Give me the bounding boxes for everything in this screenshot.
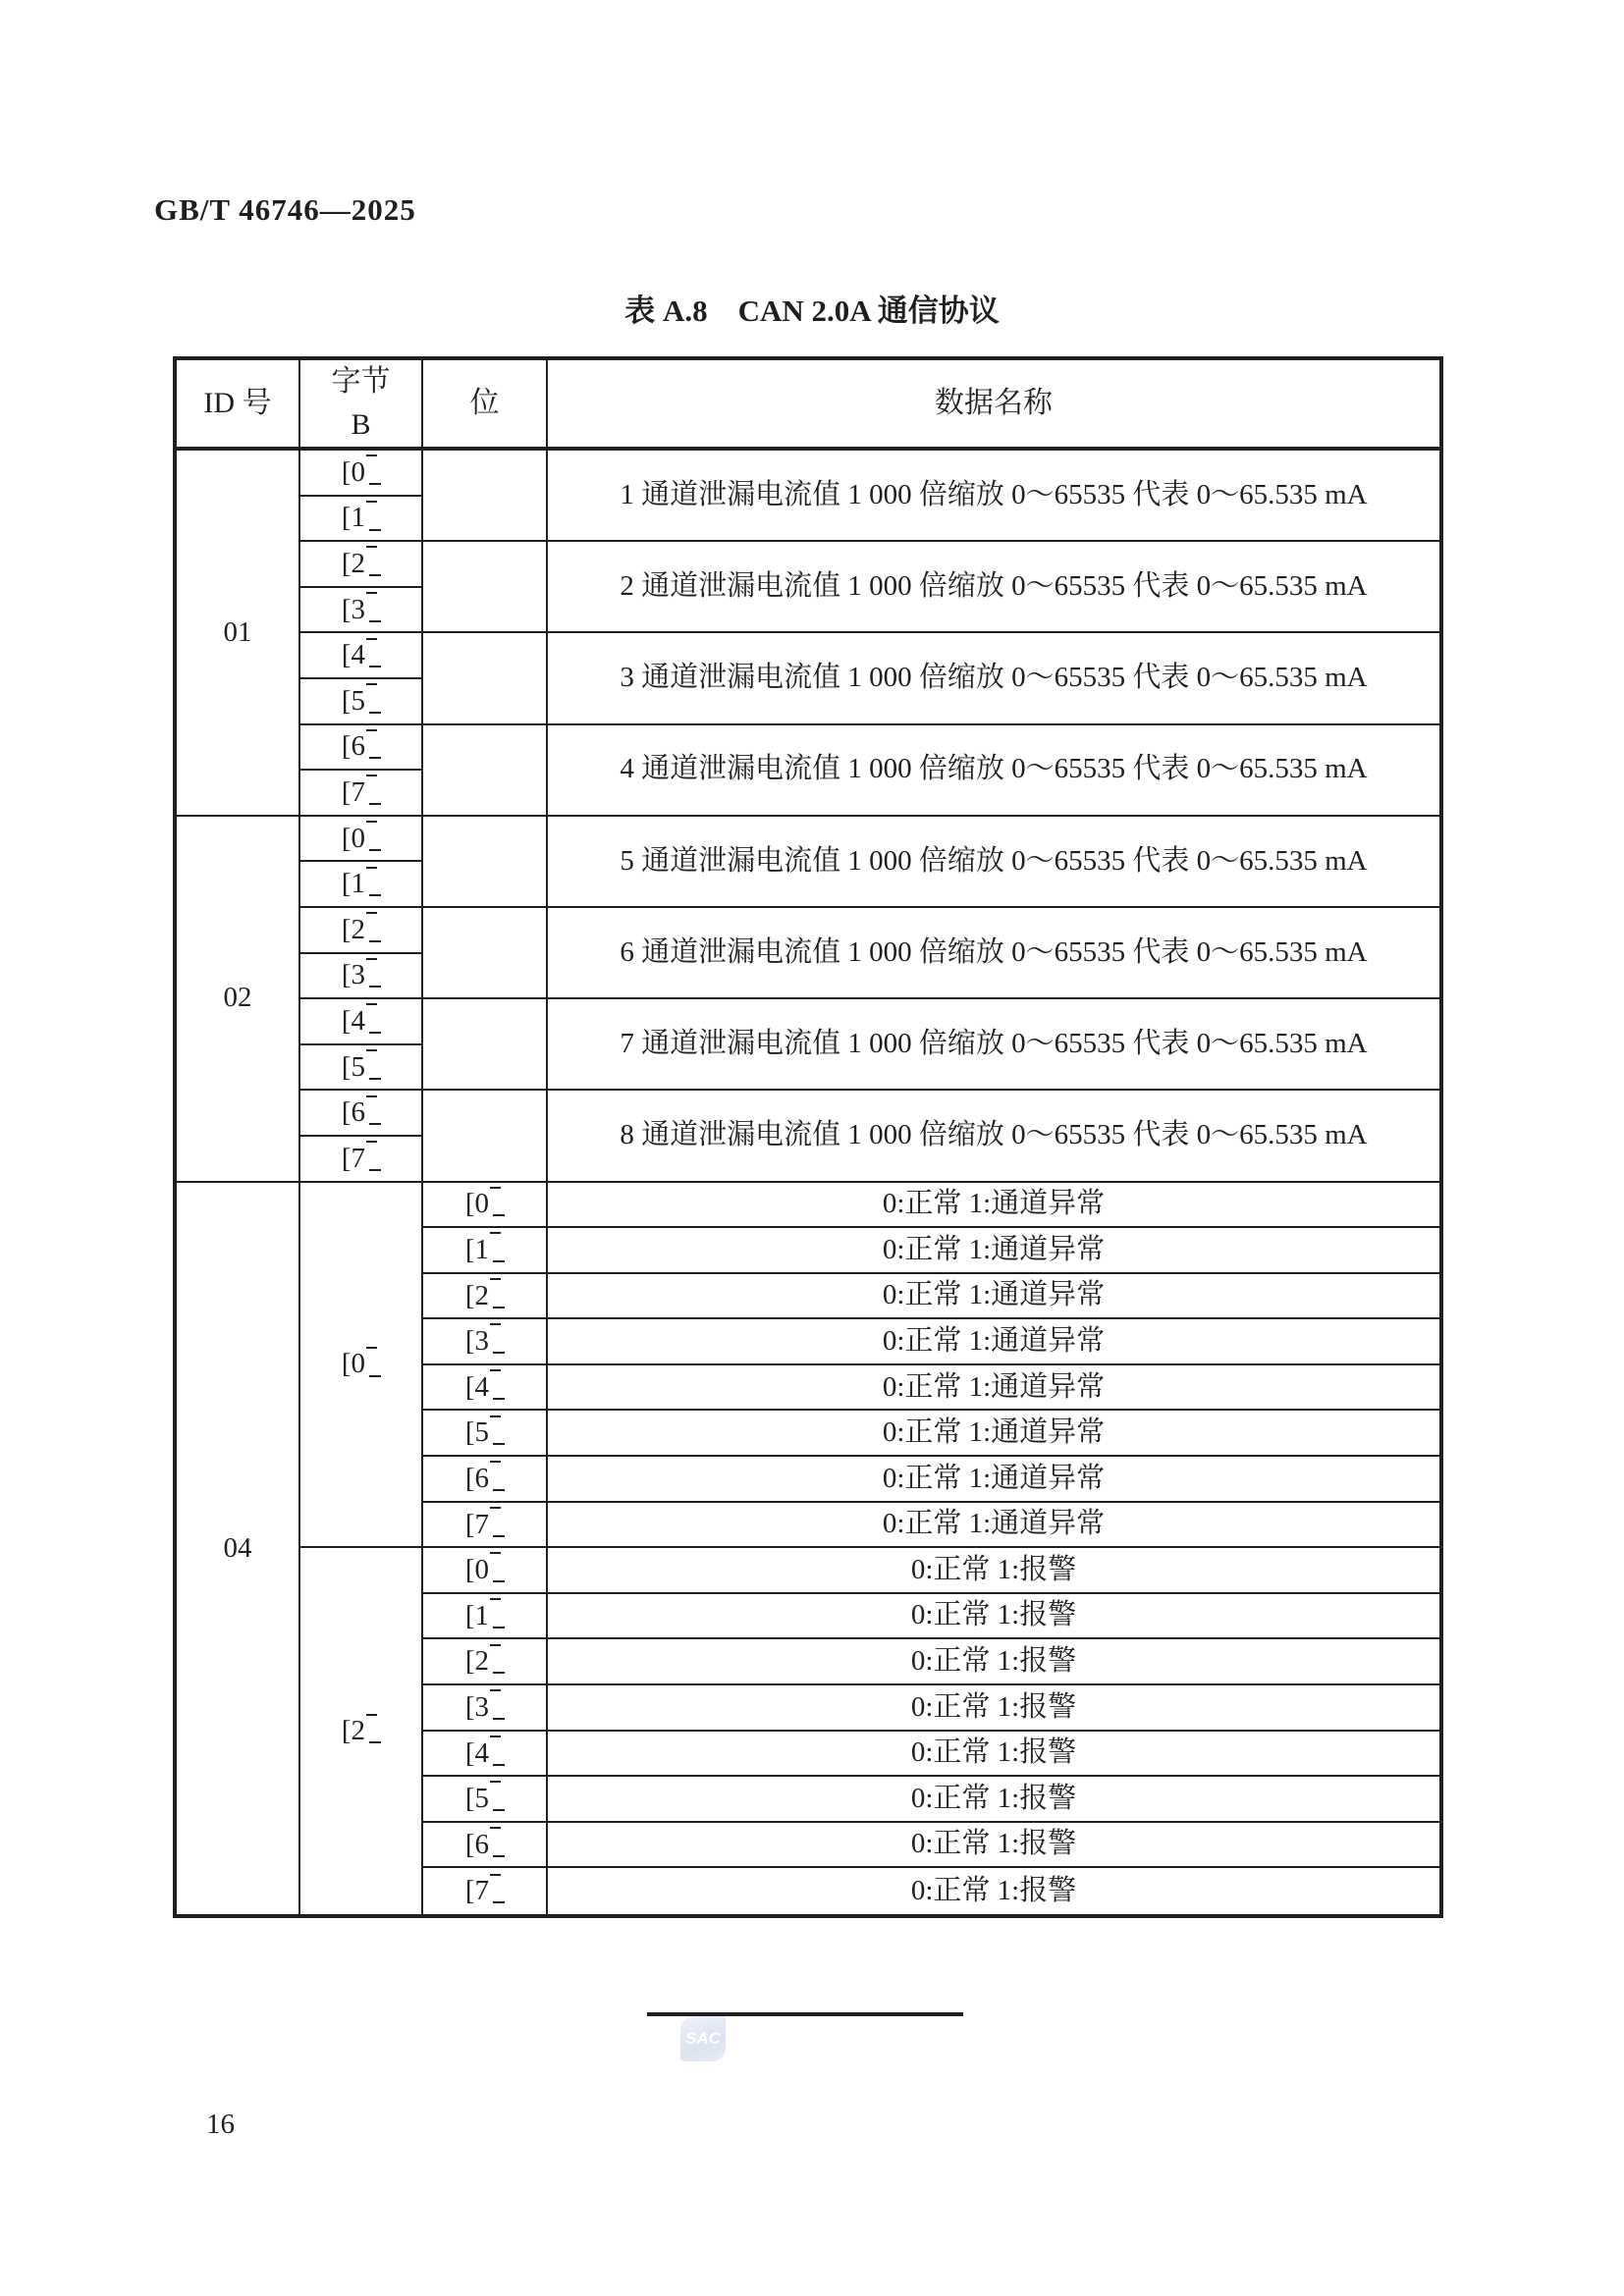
data-cell: 0:正常 1:通道异常 (548, 1503, 1439, 1549)
index-digit: 3 (474, 1690, 490, 1723)
data-cell: 0:正常 1:报警 (548, 1548, 1439, 1594)
left-bracket: [ (341, 868, 352, 900)
data-cell: 0:正常 1:报警 (548, 1594, 1439, 1640)
byte-cell (300, 908, 423, 954)
broken-right-bracket (489, 1783, 504, 1808)
protocol-table (173, 356, 1443, 1918)
bit-cell (423, 1228, 548, 1274)
broken-right-bracket (489, 1554, 504, 1579)
bit-cell (423, 1411, 548, 1457)
standard-number: GB/T 46746—2025 (154, 192, 416, 227)
broken-right-bracket (365, 1050, 380, 1076)
data-cell: 1 通道泄漏电流值 1 000 倍缩放 0～65535 代表 0～65.535 mA (548, 451, 1439, 542)
broken-right-bracket (365, 593, 380, 618)
left-bracket: [ (464, 1279, 475, 1311)
broken-right-bracket (489, 1416, 504, 1442)
left-bracket: [ (464, 1875, 475, 1907)
broken-right-bracket (489, 1508, 504, 1533)
byte-cell (300, 633, 423, 679)
broken-right-bracket (489, 1875, 504, 1900)
broken-right-bracket (489, 1325, 504, 1351)
left-bracket: [ (464, 1462, 475, 1494)
bit-cell (423, 1639, 548, 1685)
broken-right-bracket (365, 684, 380, 710)
left-bracket: [ (341, 684, 352, 717)
broken-right-bracket (365, 1348, 380, 1373)
byte-cell (300, 1548, 423, 1914)
data-cell: 6 通道泄漏电流值 1 000 倍缩放 0～65535 代表 0～65.535 mA (548, 908, 1439, 999)
left-bracket: [ (464, 1370, 475, 1403)
data-cell: 5 通道泄漏电流值 1 000 倍缩放 0～65535 代表 0～65.535 mA (548, 817, 1439, 908)
index-digit: 3 (474, 1325, 490, 1358)
left-bracket: [ (464, 1828, 475, 1860)
bit-cell (423, 1365, 548, 1412)
broken-right-bracket (489, 1188, 504, 1213)
left-bracket: [ (341, 639, 352, 671)
index-digit: 0 (474, 1188, 490, 1220)
byte-cell (300, 1091, 423, 1137)
header-id-cell: ID 号 (177, 360, 300, 451)
left-bracket: [ (341, 1050, 352, 1083)
broken-right-bracket (365, 1096, 380, 1122)
left-bracket: [ (341, 502, 352, 534)
broken-right-bracket (365, 548, 380, 573)
broken-right-bracket (365, 730, 380, 756)
bit-cell-empty (423, 999, 548, 1091)
broken-right-bracket (489, 1690, 504, 1716)
index-digit: 5 (474, 1416, 490, 1449)
header-byte-cell (300, 360, 423, 451)
left-bracket: [ (464, 1325, 475, 1358)
bit-cell-empty (423, 633, 548, 724)
index-digit: 0 (351, 822, 366, 854)
data-cell: 0:正常 1:通道异常 (548, 1183, 1439, 1229)
broken-right-bracket (489, 1233, 504, 1258)
id-cell-04: 04 (177, 1183, 300, 1915)
left-bracket: [ (341, 593, 352, 625)
byte-cell (300, 817, 423, 863)
byte-cell (300, 1137, 423, 1183)
data-cell: 0:正常 1:报警 (910, 1875, 1077, 1907)
data-cell: 0:正常 1:通道异常 (548, 1228, 1439, 1274)
data-cell: 3 通道泄漏电流值 1 000 倍缩放 0～65535 代表 0～65.535 mA (548, 633, 1439, 724)
bit-cell (423, 1777, 548, 1823)
bit-cell-empty (423, 451, 548, 542)
left-bracket: [ (341, 455, 352, 488)
left-bracket: [ (341, 730, 352, 763)
left-bracket: [ (341, 822, 352, 854)
broken-right-bracket (365, 1004, 380, 1030)
index-digit: 4 (474, 1370, 490, 1403)
index-digit: 0 (474, 1554, 490, 1586)
left-bracket: [ (341, 913, 352, 945)
left-bracket: [ (341, 1096, 352, 1129)
data-cell: 8 通道泄漏电流值 1 000 倍缩放 0～65535 代表 0～65.535 mA (548, 1091, 1439, 1182)
left-bracket: [ (464, 1233, 475, 1265)
header-byte-line1: 字节 (331, 364, 391, 398)
bit-cell (423, 1594, 548, 1640)
index-digit: 6 (351, 1096, 366, 1129)
left-bracket: [ (464, 1508, 475, 1540)
bit-cell (423, 1457, 548, 1503)
data-cell: 0:正常 1:报警 (548, 1732, 1439, 1778)
byte-cell (300, 679, 423, 725)
bit-cell (423, 1685, 548, 1732)
left-bracket: [ (464, 1188, 475, 1220)
bit-cell (423, 1319, 548, 1365)
index-digit: 0 (351, 1348, 366, 1380)
index-digit: 5 (474, 1783, 490, 1815)
data-cell: 7 通道泄漏电流值 1 000 倍缩放 0～65535 代表 0～65.535 mA (548, 999, 1439, 1091)
data-cell: 0:正常 1:通道异常 (548, 1457, 1439, 1503)
broken-right-bracket (489, 1462, 504, 1487)
byte-cell (300, 999, 423, 1045)
bit-cell (423, 1183, 548, 1229)
broken-right-bracket (489, 1370, 504, 1396)
index-digit: 7 (351, 1142, 366, 1174)
left-bracket: [ (464, 1554, 475, 1586)
broken-right-bracket (489, 1645, 504, 1671)
byte-cell (300, 954, 423, 1000)
header-byte-line2: B (351, 408, 371, 441)
index-digit: 7 (351, 776, 366, 809)
byte-cell (300, 1183, 423, 1549)
index-digit: 4 (474, 1736, 490, 1769)
index-digit: 5 (351, 684, 366, 717)
broken-right-bracket (365, 639, 380, 665)
left-bracket: [ (464, 1416, 475, 1449)
bit-cell-empty (423, 817, 548, 908)
data-cell: 4 通道泄漏电流值 1 000 倍缩放 0～65535 代表 0～65.535 mA (548, 725, 1439, 817)
data-cell: 0:正常 1:通道异常 (548, 1365, 1439, 1412)
byte-cell (300, 862, 423, 908)
broken-right-bracket (365, 959, 380, 985)
index-digit: 3 (351, 959, 366, 991)
bit-cell-empty (423, 542, 548, 633)
index-digit: 2 (351, 913, 366, 945)
bit-cell (423, 1548, 548, 1594)
broken-right-bracket (489, 1599, 504, 1625)
index-digit: 0 (351, 455, 366, 488)
data-cell: 0:正常 1:通道异常 (548, 1319, 1439, 1365)
broken-right-bracket (365, 1142, 380, 1167)
bit-cell (423, 1274, 548, 1320)
table-caption: 表 A.8 CAN 2.0A 通信协议 (624, 294, 1000, 328)
broken-right-bracket (365, 502, 380, 527)
index-digit: 1 (474, 1599, 490, 1631)
index-digit: 7 (474, 1508, 490, 1540)
data-cell: 0:正常 1:报警 (548, 1639, 1439, 1685)
index-digit: 6 (474, 1828, 490, 1860)
data-cell: 0:正常 1:通道异常 (548, 1411, 1439, 1457)
id-cell-01: 01 (177, 451, 300, 817)
index-digit: 6 (351, 730, 366, 763)
index-digit: 2 (474, 1279, 490, 1311)
data-cell: 0:正常 1:报警 (548, 1777, 1439, 1823)
index-digit: 7 (474, 1875, 490, 1907)
broken-right-bracket (365, 868, 380, 893)
left-bracket: [ (464, 1736, 475, 1769)
left-bracket: [ (341, 1715, 352, 1747)
byte-cell (300, 771, 423, 817)
broken-right-bracket (365, 1715, 380, 1740)
data-cell: 0:正常 1:报警 (548, 1823, 1439, 1869)
id-cell-02: 02 (177, 817, 300, 1183)
left-bracket: [ (341, 1142, 352, 1174)
sac-logo: SAC (680, 2016, 726, 2061)
left-bracket: [ (341, 548, 352, 580)
bit-cell (423, 1503, 548, 1549)
broken-right-bracket (489, 1828, 504, 1853)
header-data-name-cell: 数据名称 (548, 360, 1439, 451)
broken-right-bracket (365, 822, 380, 847)
left-bracket: [ (341, 1348, 352, 1380)
left-bracket: [ (464, 1645, 475, 1678)
index-digit: 5 (351, 1050, 366, 1083)
left-bracket: [ (464, 1690, 475, 1723)
byte-cell (300, 451, 423, 497)
index-digit: 4 (351, 1005, 366, 1037)
left-bracket: [ (341, 959, 352, 991)
bit-cell (423, 1868, 548, 1914)
index-digit: 1 (351, 502, 366, 534)
broken-right-bracket (489, 1279, 504, 1305)
bit-cell (423, 1732, 548, 1778)
broken-right-bracket (489, 1736, 504, 1762)
data-cell: 2 通道泄漏电流值 1 000 倍缩放 0～65535 代表 0～65.535 mA (548, 542, 1439, 633)
byte-cell (300, 1045, 423, 1092)
index-digit: 2 (351, 1715, 366, 1747)
index-digit: 2 (351, 548, 366, 580)
broken-right-bracket (365, 455, 380, 481)
left-bracket: [ (464, 1783, 475, 1815)
index-digit: 1 (474, 1233, 490, 1265)
index-digit: 1 (351, 868, 366, 900)
bit-cell (423, 1823, 548, 1869)
index-digit: 2 (474, 1645, 490, 1678)
byte-cell (300, 588, 423, 634)
index-digit: 4 (351, 639, 366, 671)
data-cell: 0:正常 1:通道异常 (548, 1274, 1439, 1320)
left-bracket: [ (464, 1599, 475, 1631)
bit-cell-empty (423, 725, 548, 817)
byte-cell (300, 725, 423, 772)
index-digit: 3 (351, 593, 366, 625)
bit-cell-empty (423, 908, 548, 999)
data-cell: 0:正常 1:报警 (548, 1685, 1439, 1732)
bit-cell-empty (423, 1091, 548, 1182)
broken-right-bracket (365, 913, 380, 938)
left-bracket: [ (341, 1005, 352, 1037)
index-digit: 6 (474, 1462, 490, 1494)
header-bit-cell: 位 (423, 360, 548, 451)
left-bracket: [ (341, 776, 352, 809)
byte-cell (300, 497, 423, 543)
broken-right-bracket (365, 776, 380, 802)
byte-cell (300, 542, 423, 588)
page-number: 16 (206, 2109, 235, 2140)
